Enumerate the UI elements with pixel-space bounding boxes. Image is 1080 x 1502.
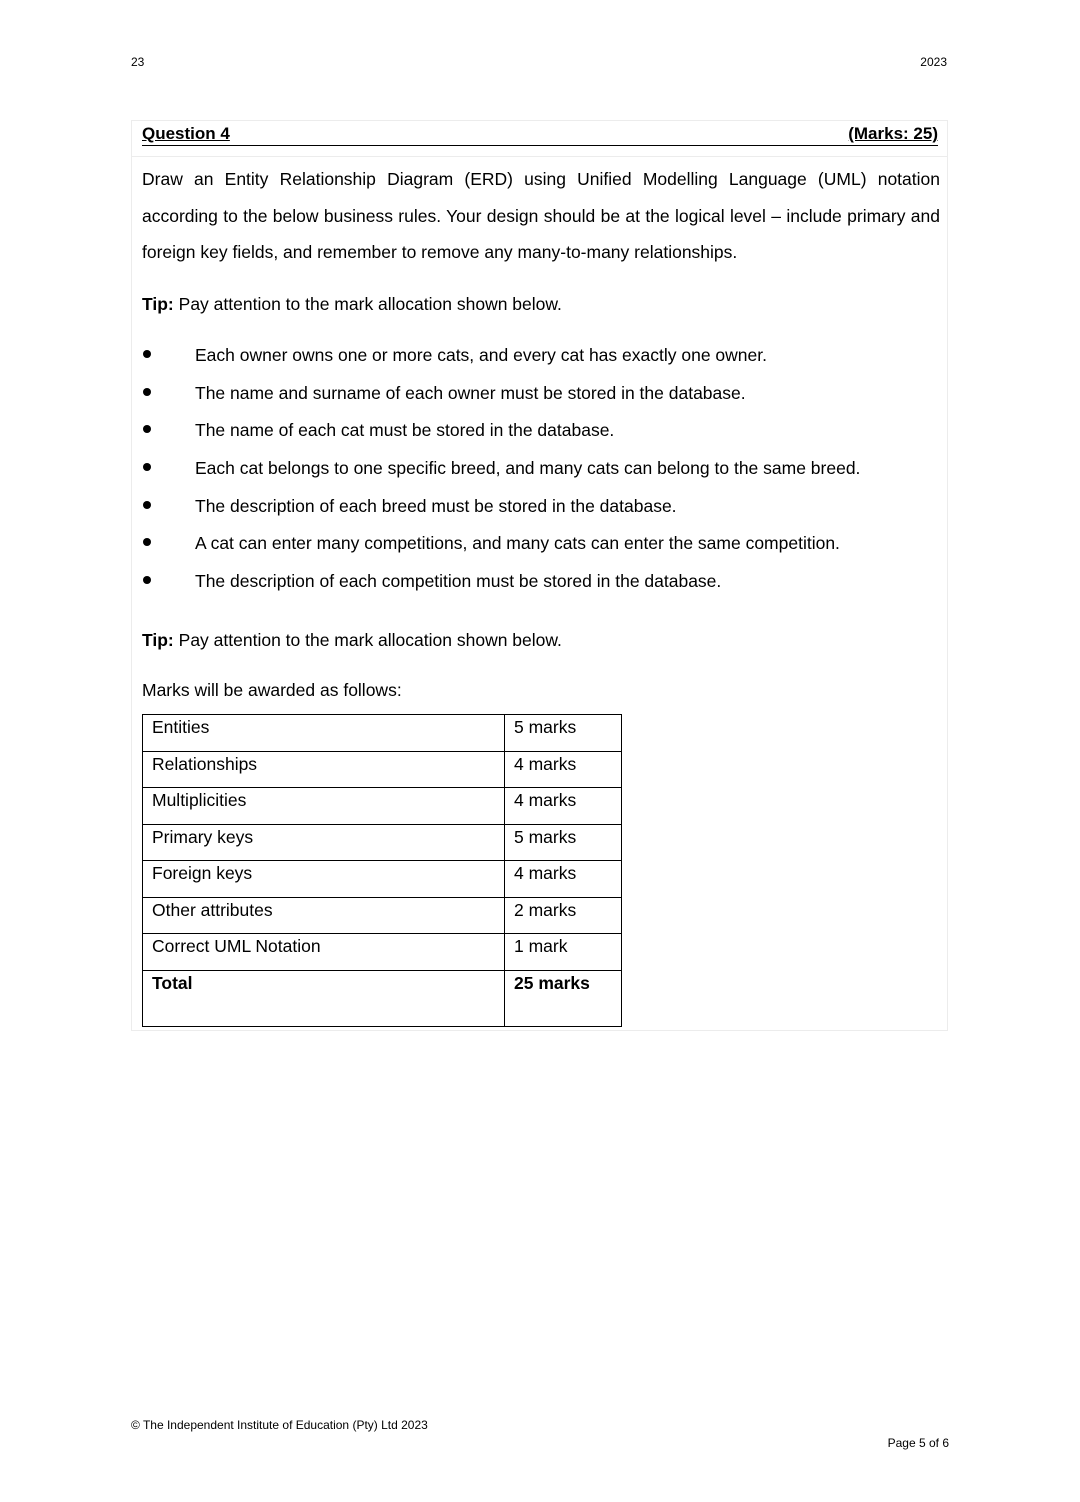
footer-page-number: Page 5 of 6: [887, 1436, 949, 1450]
header-year: 2023: [920, 55, 947, 69]
tip-text: Pay attention to the mark allocation shown below.: [178, 630, 562, 650]
table-row: Primary keys 5 marks: [143, 824, 622, 861]
tip-2: [142, 630, 562, 651]
marks-table: [142, 714, 622, 1027]
bullet-icon: [143, 350, 151, 358]
bullet-icon: [143, 538, 151, 546]
table-row: Relationships 4 marks: [143, 751, 622, 788]
question-header: [142, 123, 938, 146]
question-title: Question 4: [142, 124, 230, 143]
question-box: Question 4 (Marks: 25) Draw an Entity Relationship Diagram (ERD) using Unified Modelling Language (UML) notation according to the below business rules. Your design should be at the logical level – include primary and foreign key fields, and remember to remove any many-to-many relationships. Tip: Pay attention to the mark allocation shown below. Each owner owns one or more cats, and every cat has exactly one owner. The name and surname of each owner must be stored in the database. The name of each cat must be stored in the database. Each cat belongs to one specific breed, and many cats can belong to the same breed. The description of each breed must be stored in the database. A cat can enter many competitions, and many cats can enter the same competition. The description of each competition must be stored in the database. Tip: Pay attention to the mark allocation shown below. Marks will be awarded as follows: Entities 5 marks Relationships 4 marks Multiplicities 4 marks Primary keys 5 marks Foreign keys 4 marks Other attributes 2 marks Correct UML Notation 1 mark Total 25 marks: [131, 120, 948, 1031]
bullet-icon: [143, 425, 151, 433]
divider: [132, 156, 947, 157]
footer-copyright: © The Independent Institute of Education (Pty) Ltd 2023: [131, 1418, 428, 1432]
tip-label: Tip:: [142, 294, 174, 314]
table-row: Foreign keys 4 marks: [143, 861, 622, 898]
tip-1: [142, 294, 562, 315]
question-intro: Draw an Entity Relationship Diagram (ERD) using Unified Modelling Language (UML) notation according to the below business rules. Your design should be at the logical level – include primary and foreign key fields, and remember to remove any many-to-many relationships.: [142, 169, 940, 262]
tip-label: Tip:: [142, 630, 174, 650]
table-row: Entities 5 marks: [143, 715, 622, 752]
marks-intro: Marks will be awarded as follows:: [142, 680, 402, 700]
bullet-icon: [143, 501, 151, 509]
bullet-icon: [143, 576, 151, 584]
question-marks: (Marks: 25): [848, 124, 938, 143]
table-row: Correct UML Notation 1 mark: [143, 934, 622, 971]
bullet-icon: [143, 388, 151, 396]
table-row-total: Total 25 marks: [143, 970, 622, 1026]
tip-text: Pay attention to the mark allocation shown below.: [178, 294, 562, 314]
bullet-icon: [143, 463, 151, 471]
header-module-code: 23: [131, 55, 145, 69]
table-row: Multiplicities 4 marks: [143, 788, 622, 825]
table-row: Other attributes 2 marks: [143, 897, 622, 934]
